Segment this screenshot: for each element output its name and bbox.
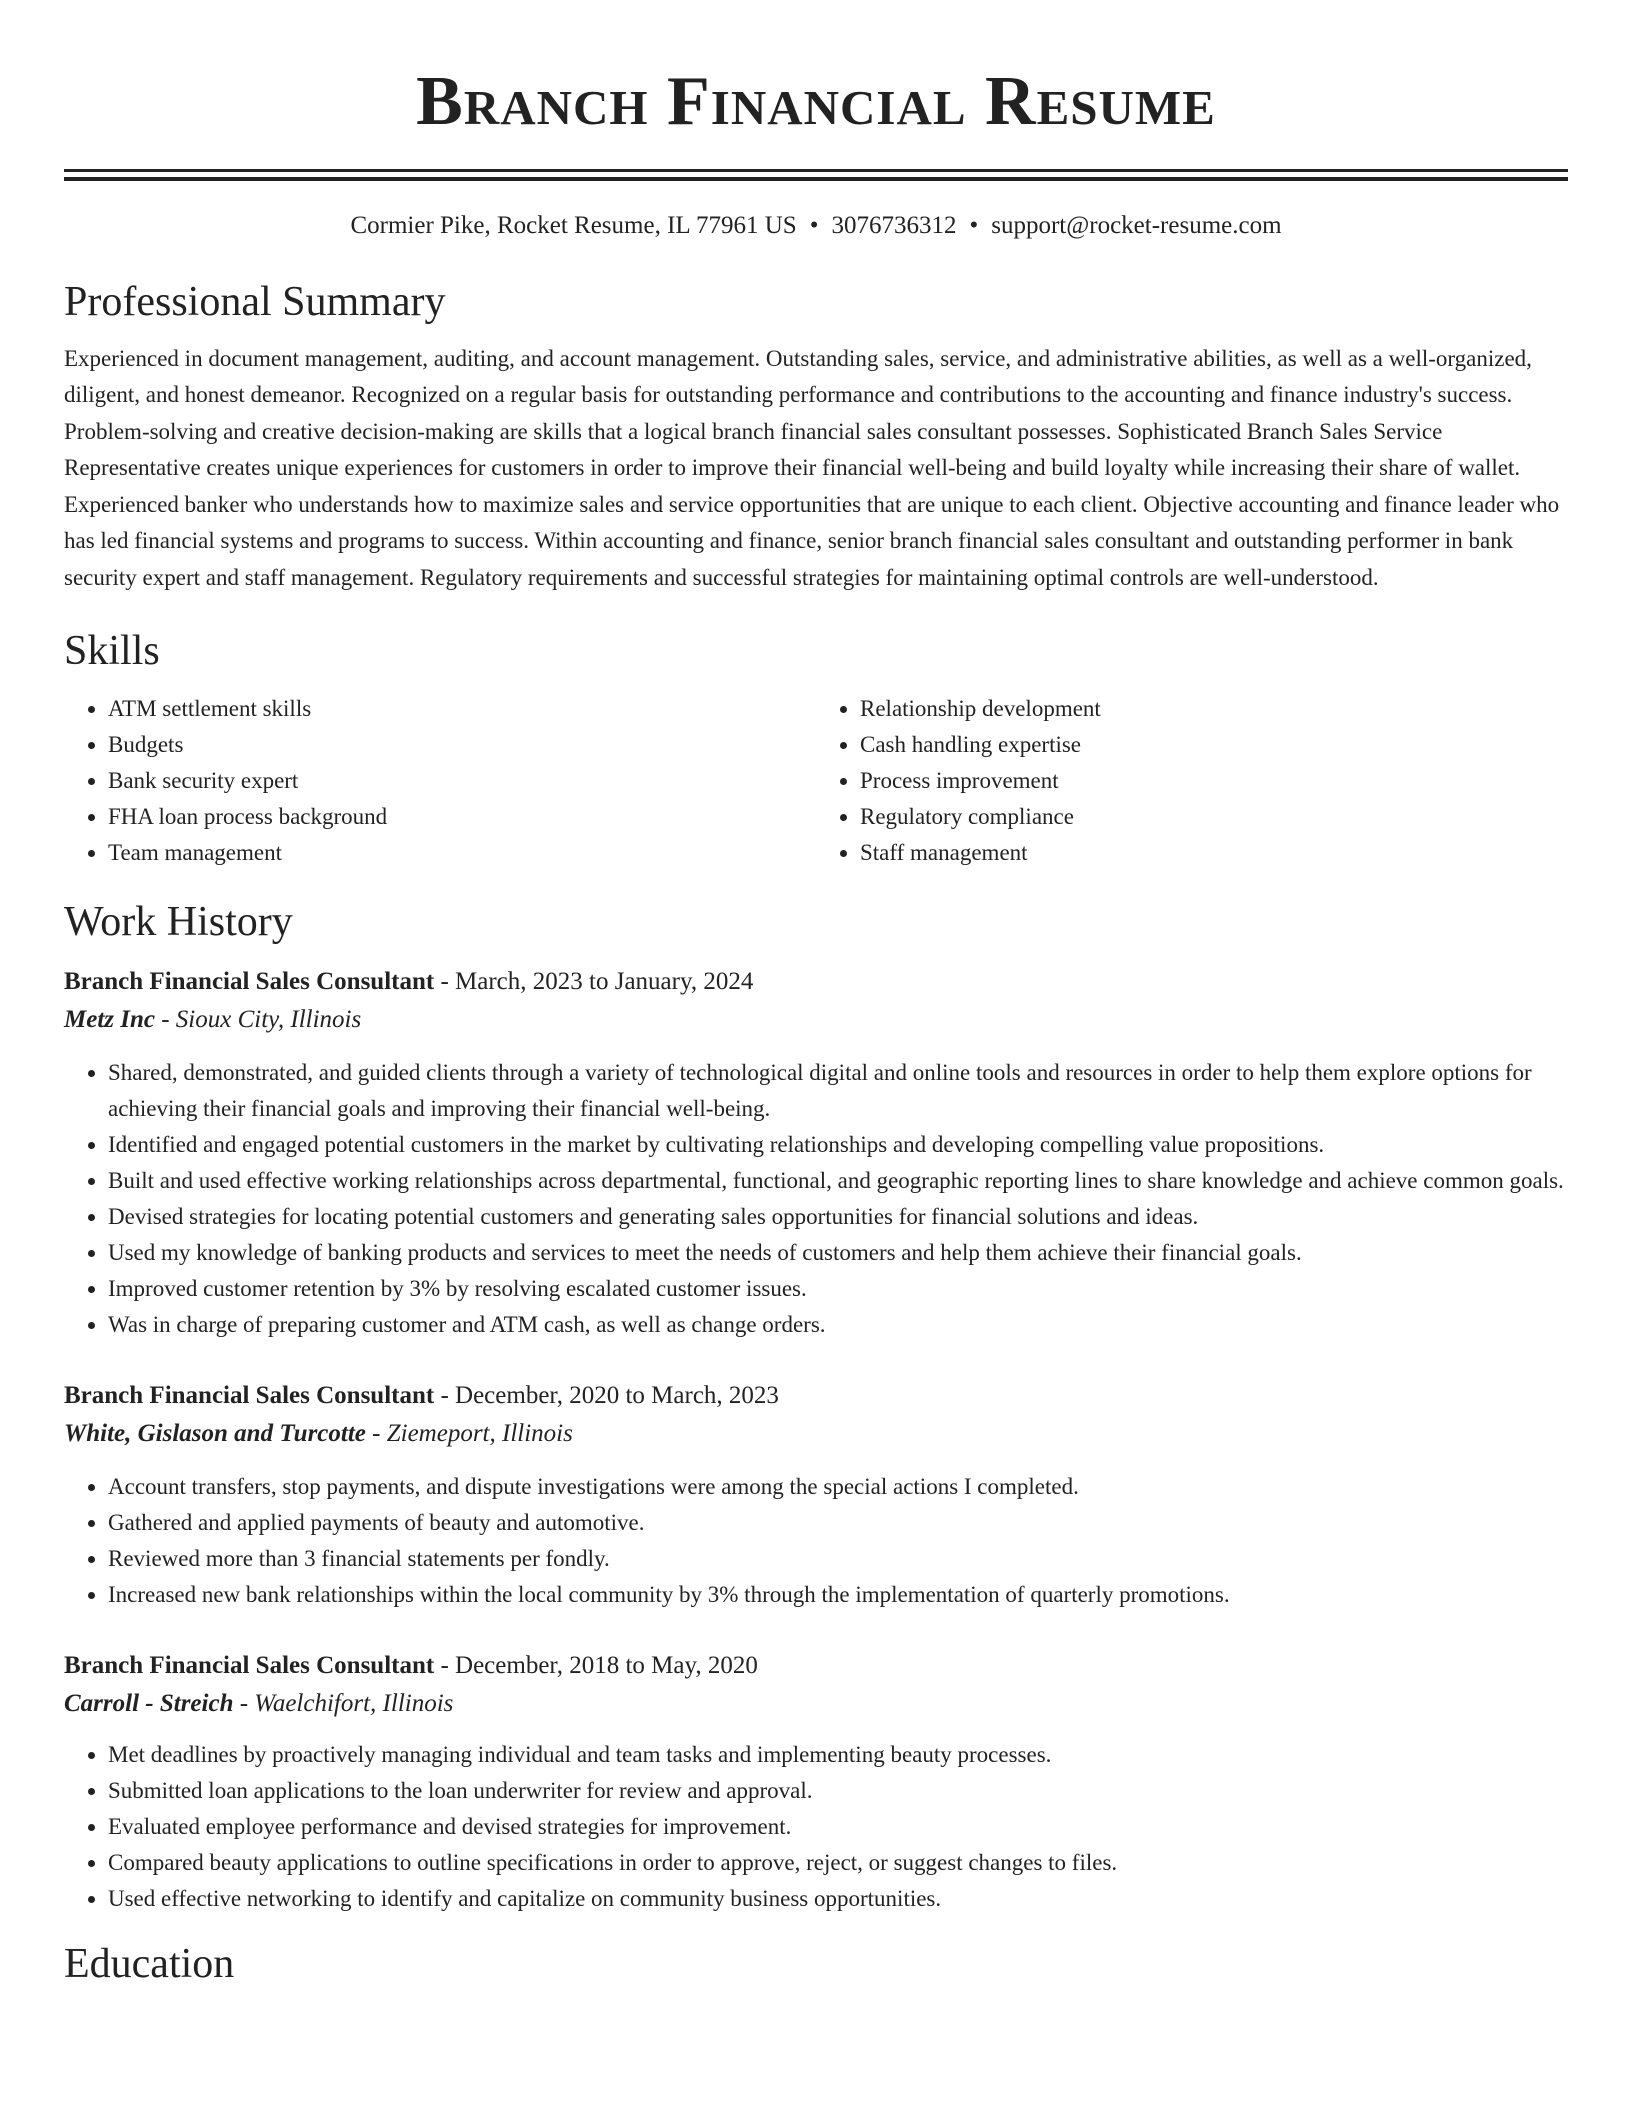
job-employer (64, 1415, 1568, 1453)
job-bullets (64, 1737, 1568, 1917)
skill-item: • Cash handling expertise (860, 727, 1568, 763)
job-entry (64, 1377, 1568, 1613)
contact-separator: • (809, 212, 819, 239)
work-history-heading: Work History (64, 898, 293, 945)
job-bullet: • Compared beauty applications to outline specifications in order to approve, reject, or suggest changes to files. (108, 1845, 1568, 1881)
skill-item: • Budgets (108, 727, 816, 763)
job-entry (64, 1647, 1568, 1917)
skills-list-left (64, 691, 816, 871)
job-location: - Ziemeport, Illinois (372, 1420, 573, 1448)
contact-separator: • (969, 212, 979, 239)
skill-item: • Bank security expert (108, 763, 816, 799)
skill-item: • Relationship development (860, 691, 1568, 727)
job-bullets (64, 1469, 1568, 1613)
job-company: White, Gislason and Turcotte (64, 1420, 366, 1448)
education-heading: Education (64, 1941, 235, 1988)
contact-phone: 3076736312 (831, 212, 957, 239)
job-bullet: • Used my knowledge of banking products and services to meet the needs of customers and help them achieve their financial goals. (108, 1235, 1568, 1271)
job-company: Metz Inc (64, 1006, 155, 1034)
job-bullet: • Increased new bank relationships within the local community by 3% through the implementation of quarterly promotions. (108, 1577, 1568, 1613)
job-employer (64, 1685, 1568, 1723)
job-title: Branch Financial Sales Consultant (64, 968, 435, 996)
skill-item: • Staff management (860, 835, 1568, 871)
job-dates: - December, 2020 to March, 2023 (440, 1382, 779, 1410)
job-bullet: • Met deadlines by proactively managing individual and team tasks and implementing beauty processes. (108, 1737, 1568, 1773)
job-bullet: • Improved customer retention by 3% by resolving escalated customer issues. (108, 1271, 1568, 1307)
job-bullet: • Used effective networking to identify and capitalize on community business opportunities. (108, 1881, 1568, 1917)
job-employer (64, 1001, 1568, 1039)
job-header (64, 963, 1568, 1001)
skill-item: • ATM settlement skills (108, 691, 816, 727)
contact-email[interactable]: support@rocket-resume.com (991, 212, 1282, 239)
job-bullets (64, 1055, 1568, 1343)
job-bullet: • Gathered and applied payments of beauty and automotive. (108, 1505, 1568, 1541)
job-bullet: • Submitted loan applications to the loan underwriter for review and approval. (108, 1773, 1568, 1809)
skills-columns (64, 691, 1568, 871)
skill-item: • Process improvement (860, 763, 1568, 799)
contact-line (64, 210, 1568, 243)
job-dates: - March, 2023 to January, 2024 (440, 968, 754, 996)
job-header (64, 1647, 1568, 1685)
title-divider (64, 169, 1568, 181)
resume-title: Branch Financial Resume (416, 63, 1216, 140)
skills-list-right (816, 691, 1568, 871)
job-bullet: • Shared, demonstrated, and guided clients through a variety of technological digital and online tools and resources in order to help them explore options for achieving their financial goals and improving their financial well-being. (108, 1055, 1568, 1127)
summary-text: Experienced in document management, auditing, and account management. Outstanding sales, service, and administrative abilities, as well as a well-organized, diligent, and honest demeanor. Recognized on a regular basis for outstanding performance and contributions to the accounting and finance industry's success. Problem-solving and creative decision-making are skills that a logical branch financial sales consultant possesses. Sophisticated Branch Sales Service Representative creates unique experiences for customers in order to improve their financial well-being and build loyalty while increasing their share of wallet. Experienced banker who understands how to maximize sales and service opportunities that are unique to each client. Objective accounting and finance leader who has led financial systems and programs to success. Within accounting and finance, senior branch financial sales consultant and outstanding performer in bank security expert and staff management. Regulatory requirements and successful strategies for maintaining optimal controls are well-understood. (64, 345, 1560, 590)
job-bullet: • Evaluated employee performance and devised strategies for improvement. (108, 1809, 1568, 1845)
job-bullet: • Account transfers, stop payments, and dispute investigations were among the special actions I completed. (108, 1469, 1568, 1505)
job-bullet: • Devised strategies for locating potential customers and generating sales opportunities for financial solutions and ideas. (108, 1199, 1568, 1235)
job-bullet: • Was in charge of preparing customer and ATM cash, as well as change orders. (108, 1307, 1568, 1343)
job-title: Branch Financial Sales Consultant (64, 1382, 435, 1410)
job-entry (64, 963, 1568, 1343)
job-company: Carroll - Streich (64, 1690, 234, 1718)
job-location: - Waelchifort, Illinois (239, 1690, 454, 1718)
contact-address: Cormier Pike, Rocket Resume, IL 77961 US (350, 212, 797, 239)
job-bullet: • Identified and engaged potential customers in the market by cultivating relationships and developing compelling value propositions. (108, 1127, 1568, 1163)
job-bullet: • Reviewed more than 3 financial statements per fondly. (108, 1541, 1568, 1577)
skill-item: • FHA loan process background (108, 799, 816, 835)
job-title: Branch Financial Sales Consultant (64, 1652, 435, 1680)
skill-item: • Team management (108, 835, 816, 871)
skills-heading: Skills (64, 628, 160, 675)
summary-heading: Professional Summary (64, 278, 446, 325)
job-dates: - December, 2018 to May, 2020 (440, 1652, 758, 1680)
job-header (64, 1377, 1568, 1415)
skill-item: • Regulatory compliance (860, 799, 1568, 835)
job-bullet: • Built and used effective working relationships across departmental, functional, and geographic reporting lines to share knowledge and achieve common goals. (108, 1163, 1568, 1199)
job-location: - Sioux City, Illinois (161, 1006, 362, 1034)
